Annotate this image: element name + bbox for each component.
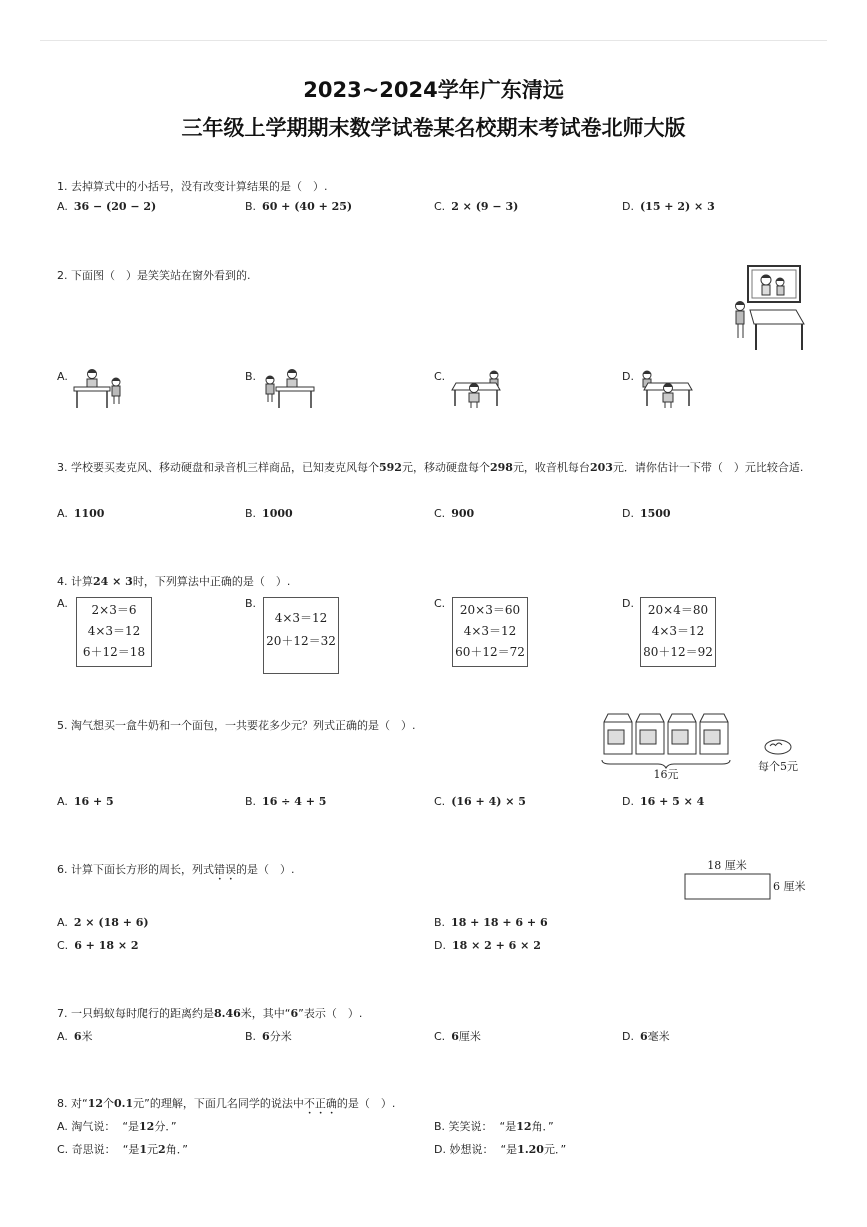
q8-option-a[interactable]: A. 淘气说： “是12分．” (57, 1120, 177, 1133)
q1-option-c[interactable]: C. 2 × (9 − 3) (434, 200, 519, 213)
q6-width-label: 6 厘米 (773, 880, 806, 893)
q5-option-b[interactable]: B. 16 ÷ 4 + 5 (245, 795, 327, 808)
q6-option-a[interactable]: A. 2 × (18 + 6) (57, 916, 149, 929)
q6-rectangle-figure (680, 856, 810, 904)
page-subtitle: 三年级上学期期末数学试卷某名校期末考试卷北师大版 (181, 116, 686, 140)
q3-option-c[interactable]: C. 900 (434, 507, 475, 520)
q7-option-d[interactable]: D. 6毫米 (622, 1030, 670, 1043)
q2-option-d-figure[interactable] (638, 366, 694, 410)
q7-option-a[interactable]: A. 6米 (57, 1030, 93, 1043)
q5-option-d[interactable]: D. 16 + 5 × 4 (622, 795, 705, 808)
q2-option-b-label[interactable]: B. (245, 370, 257, 383)
q5-option-c[interactable]: C. (16 + 4) × 5 (434, 795, 526, 808)
q2-option-d-label[interactable]: D. (622, 370, 634, 383)
page-title: 2023~2024学年广东清远 (303, 78, 564, 102)
q7-option-c[interactable]: C. 6厘米 (434, 1030, 481, 1043)
q4-option-a-box[interactable]: 2×3＝6 4×3＝12 6＋12＝18 (76, 597, 152, 667)
q4-option-c-label[interactable]: C. (434, 597, 446, 610)
q4-option-d-label[interactable]: D. (622, 597, 634, 610)
q2-window-scene-figure (724, 262, 814, 354)
q4-option-d-box[interactable]: 20×4＝80 4×3＝12 80＋12＝92 (640, 597, 716, 667)
q4-stem: 4. 计算24 × 3时，下列算法中正确的是（ ）. (57, 575, 291, 588)
q5-option-a[interactable]: A. 16 + 5 (57, 795, 114, 808)
q3-option-a[interactable]: A. 1100 (57, 507, 105, 520)
q5-bread-price: 每个5元 (758, 760, 798, 773)
q8-option-b[interactable]: B. 笑笑说： “是12角．” (434, 1120, 554, 1133)
q2-stem: 2. 下面图（ ）是笑笑站在窗外看到的. (57, 269, 251, 282)
q5-milk-bread-figure (598, 710, 810, 786)
q6-length-label: 18 厘米 (707, 859, 747, 872)
top-rule (40, 40, 827, 41)
q4-option-c-box[interactable]: 20×3＝60 4×3＝12 60＋12＝72 (452, 597, 528, 667)
q5-stem: 5. 淘气想买一盒牛奶和一个面包，一共要花多少元？列式正确的是（ ）. (57, 719, 416, 732)
q6-option-b[interactable]: B. 18 + 18 + 6 + 6 (434, 916, 548, 929)
q6-stem: 6. 计算下面长方形的周长，列式错误的是（ ）. (57, 863, 295, 876)
q2-option-b-figure[interactable] (260, 366, 320, 410)
q6-option-c[interactable]: C. 6 + 18 × 2 (57, 939, 139, 952)
q2-option-a-label[interactable]: A. (57, 370, 68, 383)
q2-option-c-figure[interactable] (450, 366, 506, 410)
q1-stem: 1. 去掉算式中的小括号，没有改变计算结果的是（ ）. (57, 180, 328, 193)
q7-option-b[interactable]: B. 6分米 (245, 1030, 292, 1043)
q4-option-a-label[interactable]: A. (57, 597, 68, 610)
q5-milk-price: 16元 (653, 768, 679, 781)
q2-option-a-figure[interactable] (72, 366, 130, 410)
q2-option-c-label[interactable]: C. (434, 370, 446, 383)
q1-option-a[interactable]: A. 36 − (20 − 2) (57, 200, 157, 213)
q3-stem: 3. 学校要买麦克风、移动硬盘和录音机三样商品，已知麦克风每个592元，移动硬盘每个298元，收音机每台203元．请你估计一下带（ ）元比较合适. (57, 461, 804, 474)
q8-option-d[interactable]: D. 妙想说： “是1.20元．” (434, 1143, 567, 1156)
q1-option-b[interactable]: B. 60 + (40 + 25) (245, 200, 353, 213)
q4-option-b-label[interactable]: B. (245, 597, 257, 610)
q3-option-b[interactable]: B. 1000 (245, 507, 293, 520)
q1-option-d[interactable]: D. (15 + 2) × 3 (622, 200, 715, 213)
q7-stem: 7. 一只蚂蚁每时爬行的距离约是8.46米，其中“6”表示（ ）. (57, 1007, 363, 1020)
q8-stem: 8. 对“12个0.1元”的理解，下面几名同学的说法中不正确的是（ ）. (57, 1097, 396, 1110)
q3-option-d[interactable]: D. 1500 (622, 507, 671, 520)
q8-option-c[interactable]: C. 奇思说： “是1元2角．” (57, 1143, 188, 1156)
q4-option-b-box[interactable]: 4×3＝12 20＋12＝32 (263, 597, 339, 674)
q6-option-d[interactable]: D. 18 × 2 + 6 × 2 (434, 939, 541, 952)
